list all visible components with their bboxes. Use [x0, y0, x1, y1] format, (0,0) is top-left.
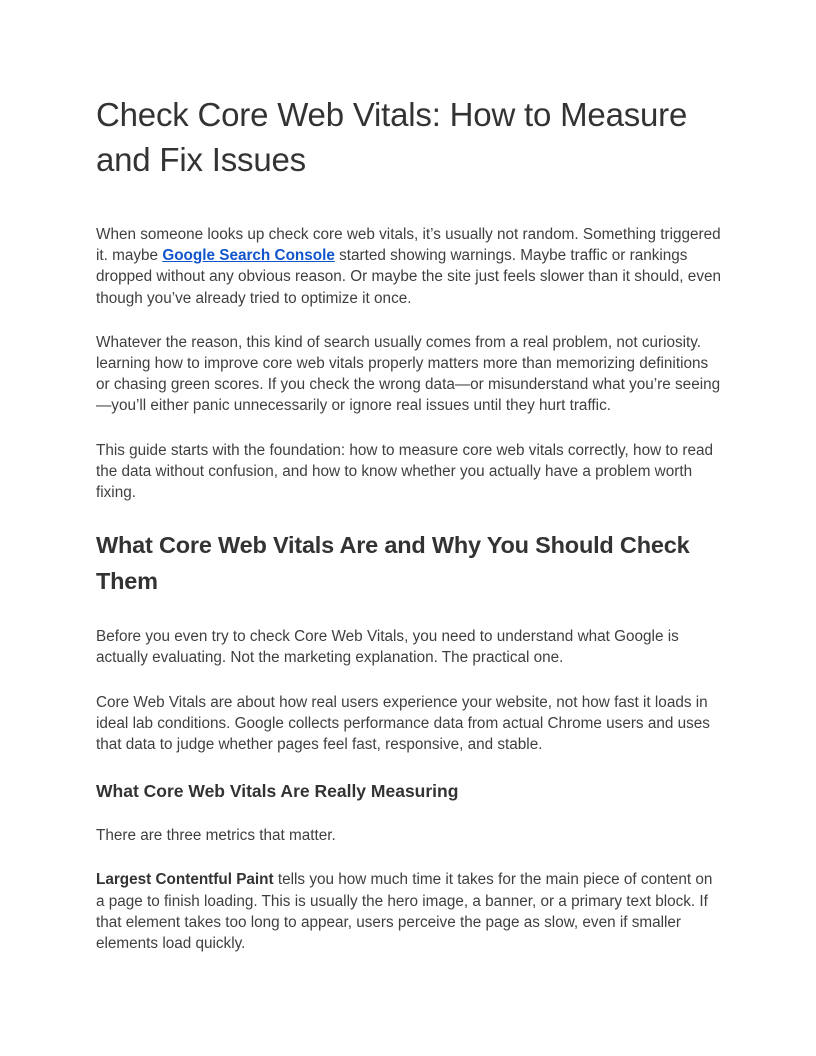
- lcp-description: tells you how much time it takes for the main piece of content on a page to finish loading. This is usually the hero image, a banner, or a primary text block. If that element takes too long to appear, users perceive the page as slow, even if smaller elements load quickly.: [96, 871, 713, 953]
- section1-paragraph-2: Core Web Vitals are about how real users experience your website, not how fast it loads in ideal lab conditions. Google collects performance data from actual Chrome users and uses that data to judge whether pages feel fast, responsive, and stable.: [96, 693, 710, 754]
- intro-paragraph-1: [96, 224, 722, 309]
- intro-text-after-link: started showing warnings. Maybe traffic or rankings dropped without any obvious reason. Or maybe the site just feels slower than it should, even though you’ve already tried to optimize it once.: [96, 247, 721, 307]
- subsection-heading-what-cwv-measure: What Core Web Vitals Are Really Measuring: [96, 781, 459, 802]
- document-page: [96, 92, 722, 954]
- section1-paragraph-1: Before you even try to check Core Web Vitals, you need to understand what Google is actually evaluating. Not the marketing explanation. The practical one.: [96, 628, 679, 667]
- subsection-paragraph-1: There are three metrics that matter.: [96, 827, 336, 845]
- lcp-term: Largest Contentful Paint: [96, 871, 274, 889]
- lcp-paragraph: [96, 869, 722, 954]
- google-search-console-link[interactable]: Google Search Console: [162, 247, 335, 265]
- section-heading-what-cwv-are: What Core Web Vitals Are and Why You Should Check Them: [96, 532, 690, 595]
- page-title: Check Core Web Vitals: How to Measure and Fix Issues: [96, 96, 688, 178]
- intro-paragraph-3: This guide starts with the foundation: how to measure core web vitals correctly, how to read the data without confusion, and how to know whether you actually have a problem worth fixing.: [96, 441, 713, 502]
- intro-text-before-link: When someone looks up check core web vitals, it’s usually not random. Something triggered it. maybe: [96, 226, 721, 265]
- intro-paragraph-2: Whatever the reason, this kind of search usually comes from a real problem, not curiosity. learning how to improve core web vitals properly matters more than memorizing definitions or chasing green scores. If you check the wrong data—or misunderstand what you’re seeing—you’ll either panic unnecessarily or ignore real issues until they hurt traffic.: [96, 333, 721, 415]
